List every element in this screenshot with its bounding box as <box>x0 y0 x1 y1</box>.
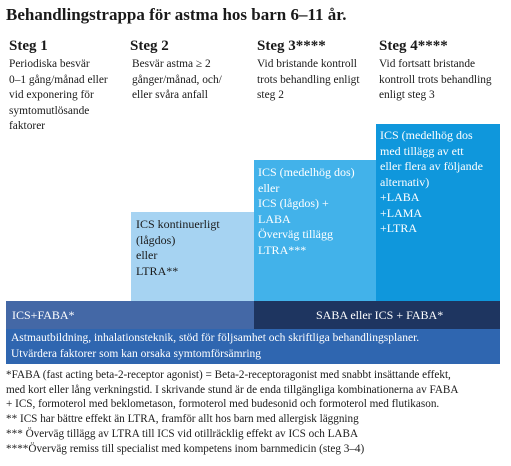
footnote-line: *FABA (fast acting beta-2-receptor agonist) = Beta-2-receptoragonist med snabbt insättande effekt, <box>6 369 451 381</box>
step-2-treatment-line: eller <box>136 248 158 262</box>
step-4-description <box>379 57 492 104</box>
reliever-bar-steps-1-2 <box>6 301 254 329</box>
step-4-treatment-line: med tillägg av ett <box>380 143 464 158</box>
step-2-treatment-line: (lågdos) <box>136 232 176 247</box>
step-4-treatment-box <box>376 124 500 301</box>
education-line: Astmautbildning, inhalationsteknik, stöd för följsamhet och skriftliga behandlingsplaner. <box>11 332 420 344</box>
step-3-description <box>257 57 360 104</box>
step-3-heading: Steg 3**** <box>257 38 326 54</box>
step-3-treatment-line: LTRA*** <box>258 242 307 257</box>
step-3-treatment-line: ICS (lågdos) + <box>258 196 329 210</box>
step-2-description <box>132 57 222 104</box>
step-2-desc-line: gånger/månad, och/ <box>132 73 222 86</box>
step-1-description <box>9 57 108 135</box>
step-3-treatment-line: ICS (medelhög dos) <box>258 165 355 179</box>
step-3-treatment-line: eller <box>258 180 280 195</box>
step-4-treatment-line: alternativ) <box>380 174 430 189</box>
education-line: Utvärdera faktorer som kan orsaka symtomförsämring <box>11 347 262 360</box>
step-3-desc-line: steg 2 <box>257 89 284 101</box>
step-1-desc-line: faktorer <box>9 120 46 132</box>
footnote-line: med kort eller lång verkningstid. I skrivande stund är de enda tillgängliga kombinationerna av FABA <box>6 383 459 396</box>
step-4-treatment-line: +LAMA <box>380 205 423 220</box>
step-2-desc-line: Besvär astma ≥ 2 <box>132 58 211 70</box>
step-1-desc-line: Periodiska besvär <box>9 58 90 70</box>
page-title: Behandlingstrappa för astma hos barn 6–11 år. <box>6 5 347 24</box>
footnote-line: + ICS, formoterol med beklometason, formoterol med budesonid och formoterol med flutikason. <box>6 398 440 411</box>
footnote-line: ** ICS har bättre effekt än LTRA, framför allt hos barn med allergisk läggning <box>6 413 359 426</box>
reliever-left-label: ICS+FABA* <box>12 308 75 322</box>
step-1-desc-line: vid exponering för <box>9 89 94 101</box>
reliever-bar-steps-3-4 <box>254 301 500 329</box>
step-4-treatment-line: +LABA <box>380 190 420 204</box>
footnotes <box>6 368 508 456</box>
step-1-heading: Steg 1 <box>9 38 48 54</box>
step-3-treatment-line: LABA <box>258 211 291 226</box>
reliever-right-label: SABA eller ICS + FABA* <box>316 308 444 322</box>
step-2-treatment-line: ICS kontinuerligt <box>136 217 220 231</box>
step-4-treatment-line: +LTRA <box>380 221 417 235</box>
step-4-heading: Steg 4**** <box>379 38 448 54</box>
step-1-desc-line: symtomutlösande <box>9 104 90 117</box>
education-bar <box>6 329 500 364</box>
footnote-line: *** Överväg tillägg av LTRA till ICS vid otillräcklig effekt av ICS och LABA <box>6 427 359 440</box>
step-2-treatment-line: LTRA** <box>136 263 179 278</box>
footnote-line: ****Överväg remiss till specialist med kompetens inom barnmedicin (steg 3–4) <box>6 442 365 455</box>
step-2-heading: Steg 2 <box>130 38 169 54</box>
step-3-treatment-box <box>254 160 376 301</box>
step-2-desc-line: eller svåra anfall <box>132 89 208 101</box>
step-2-treatment-box <box>131 212 254 301</box>
step-4-treatment-line: ICS (medelhög dos <box>380 128 473 142</box>
step-3-desc-line: Vid bristande kontroll <box>257 58 357 70</box>
step-3-desc-line: trots behandling enligt <box>257 73 360 86</box>
step-1-desc-line: 0–1 gång/månad eller <box>9 73 108 86</box>
step-4-desc-line: kontroll trots behandling <box>379 73 492 86</box>
step-4-desc-line: enligt steg 3 <box>379 89 435 101</box>
step-4-treatment-line: eller flera av följande <box>380 159 483 173</box>
step-4-desc-line: Vid fortsatt bristande <box>379 58 476 70</box>
step-3-treatment-line: Överväg tillägg <box>258 227 333 241</box>
